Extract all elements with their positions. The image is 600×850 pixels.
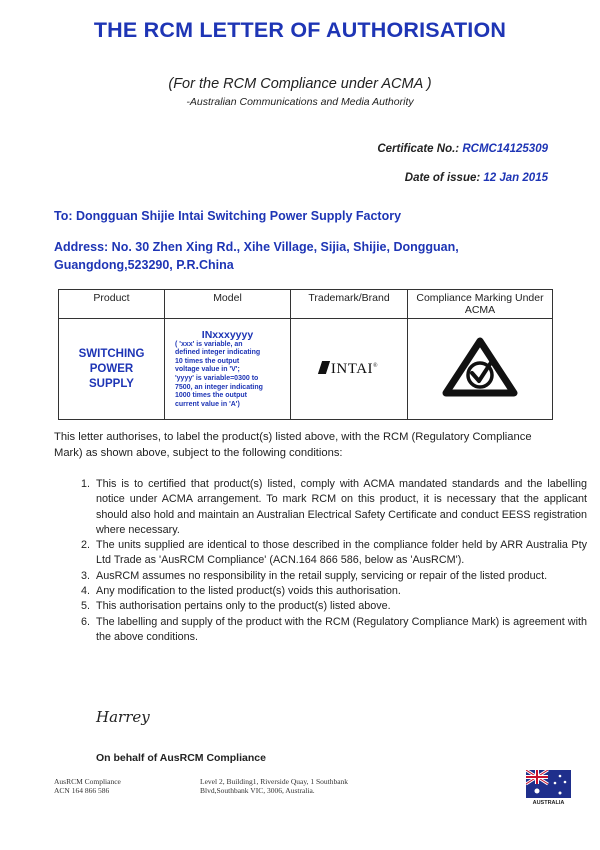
- product-name-line-2: POWER: [89, 362, 134, 375]
- on-behalf-text: On behalf of AusRCM Compliance: [96, 752, 266, 764]
- column-header-model: Model: [165, 290, 291, 319]
- brand-name: INTAI: [330, 361, 374, 377]
- model-cell: [165, 319, 291, 420]
- rcm-checkmark-icon: [440, 337, 520, 397]
- product-cell: [59, 319, 165, 420]
- signature: Harrey: [96, 708, 150, 726]
- footer-address-line-2: Blvd,Southbank VIC, 3006, Australia.: [200, 786, 315, 795]
- footer-address-line-1: Level 2, Building1, Riverside Quay, 1 Southbank: [200, 777, 349, 786]
- brand-slash-mark: [318, 361, 330, 374]
- brand-logo: INTAI®: [320, 361, 378, 377]
- certificate-number-value: RCMC14125309: [462, 143, 548, 155]
- column-header-product: Product: [59, 290, 165, 319]
- recipient-name: Dongguan Shijie Intai Switching Power Supply Factory: [76, 209, 402, 223]
- issue-date-label: Date of issue:: [404, 172, 481, 184]
- model-note-line: 1000 times the output: [175, 392, 247, 400]
- model-note-line: 'yyyy' is variable=0300 to: [175, 375, 259, 382]
- address-label: Address:: [54, 240, 109, 254]
- conditions-list: [60, 477, 587, 645]
- compliance-cell: [408, 319, 553, 420]
- recipient-label: To:: [54, 209, 73, 223]
- column-header-brand: Trademark/Brand: [291, 290, 408, 319]
- list-item: 6. The labelling and supply of the product with the RCM (Regulatory Compliance Mark) is agreement with the above conditions.: [93, 615, 587, 646]
- model-note-line: defined integer indicating: [175, 349, 261, 357]
- subtitle-authority: -Australian Communications and Media Authority: [186, 96, 414, 108]
- brand-cell: [291, 319, 408, 420]
- recipient-address: [54, 238, 554, 274]
- model-code: INxxxyyyy: [201, 328, 254, 341]
- product-table: [58, 289, 553, 420]
- page-title: THE RCM LETTER OF AUTHORISATION: [93, 18, 507, 42]
- product-name: [61, 347, 162, 392]
- footer-company: [54, 777, 121, 795]
- list-item: 5. This authorisation pertains only to the product(s) listed above.: [93, 599, 587, 614]
- recipient-line: [54, 209, 401, 223]
- model-note-line: current value in 'A'): [175, 400, 240, 408]
- model-note-line: voltage value in 'V';: [175, 366, 240, 374]
- issue-date: [405, 172, 548, 184]
- model-note-line: 10 times the output: [175, 357, 240, 365]
- list-item: 3. AusRCM assumes no responsibility in the retail supply, servicing or repair of the listed product.: [93, 569, 587, 584]
- certificate-number: [377, 143, 548, 155]
- list-item: 4. Any modification to the listed product(s) voids this authorisation.: [93, 584, 587, 599]
- list-item: 1. This is to certified that product(s) listed, comply with ACMA mandated standards and the labelling notice under ACMA arrangement. To mark RCM on this product, it is necessary that the applicant should also hold and maintain an Australian Electrical Safety Certificate and conduct EESS registration where necessary.: [93, 477, 587, 538]
- product-name-line-3: SUPPLY: [89, 377, 134, 390]
- address-line-2: Guangdong,523290, P.R.China: [54, 258, 234, 272]
- model-note-line: 7500, an integer indicating: [175, 383, 263, 391]
- intro-text: This letter authorises, to label the product(s) listed above, with the RCM (Regulatory Compliance Mark) as shown above, subject to the following conditions:: [54, 431, 532, 459]
- subtitle: (For the RCM Compliance under ACMA ): [168, 76, 432, 92]
- column-header-compliance: Compliance Marking Under ACMA: [408, 290, 553, 319]
- table-row: [59, 319, 553, 420]
- issue-date-value: 12 Jan 2015: [483, 172, 548, 184]
- flag-label: AUSTRALIA: [532, 800, 565, 806]
- model-note-line: ( 'xxx' is variable, an: [175, 340, 243, 348]
- address-line-1: No. 30 Zhen Xing Rd., Xihe Village, Sijia, Shijie, Dongguan,: [111, 240, 459, 254]
- footer-company-name: AusRCM Compliance: [54, 777, 121, 786]
- footer-company-acn: ACN 164 866 586: [54, 786, 110, 795]
- product-name-line-1: SWITCHING: [78, 347, 145, 360]
- australia-flag-icon: [526, 770, 571, 798]
- table-header-row: [59, 290, 553, 319]
- footer-address: [200, 777, 348, 795]
- certificate-number-label: Certificate No.:: [377, 143, 460, 155]
- list-item: 2. The units supplied are identical to those described in the compliance folder held by ARR Australia Pty Ltd Trade as 'AusRCM Compliance' (ACN.164 866 586, below as 'AusRCM').: [93, 538, 587, 569]
